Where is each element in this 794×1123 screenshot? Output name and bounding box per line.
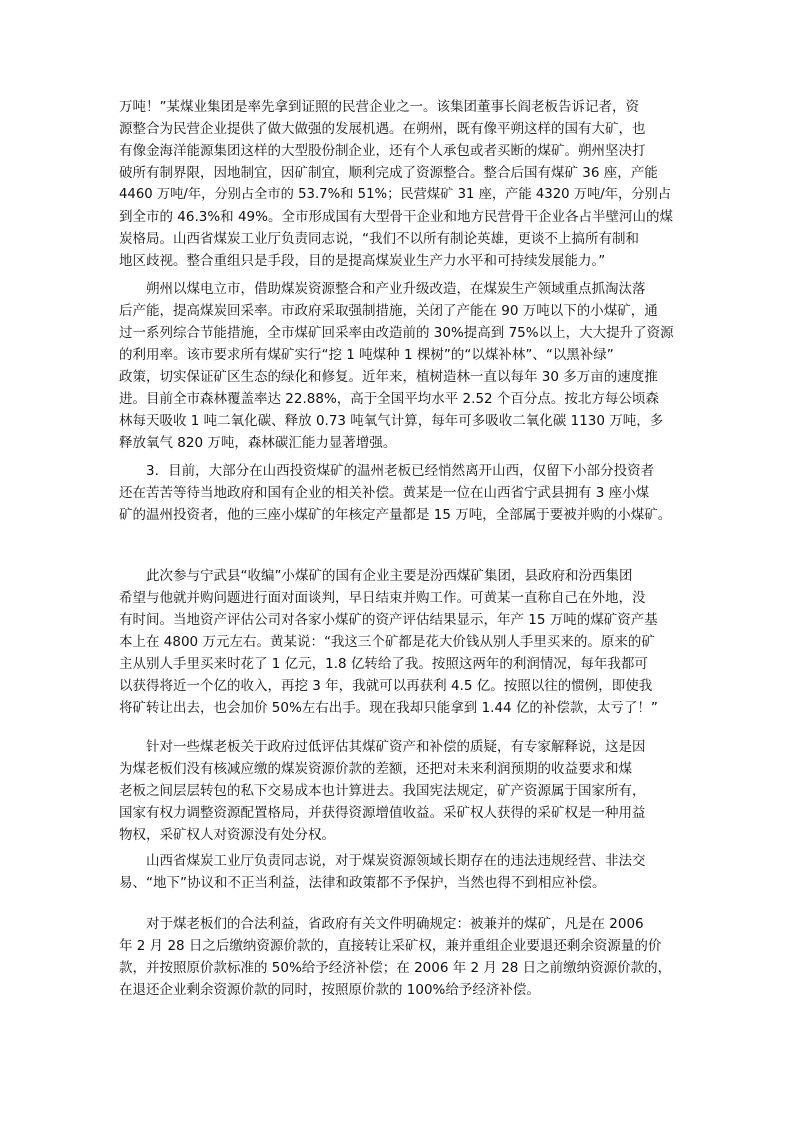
text-line: 年 2 月 28 日之后缴纳资源价款的，直接转让采矿权，兼并重组企业要退还剩余资源量的价 xyxy=(119,938,662,954)
paragraph-6 xyxy=(119,850,679,894)
text-line: 在退还企业剩余资源价款的同时，按照原价款的 100%给予经济补偿。 xyxy=(119,982,540,998)
text-line: 款，并按照原价款标准的 50%给予经济补偿；在 2006 年 2 月 28 日之前缴纳资源价款的， xyxy=(119,960,672,976)
paragraph-3 xyxy=(119,460,679,526)
paragraph-4 xyxy=(119,565,679,719)
text-line: 物权，采矿权人对资源没有处分权。 xyxy=(119,827,335,843)
text-line: 进。目前全市森林覆盖率达 22.88%，高于全国平均水平 2.52 个百分点。按北方每公顷森 xyxy=(119,391,659,407)
text-line: 政策，切实保证矿区生态的绿化和修复。近年来，植树造林一直以每年 30 多万亩的速度推 xyxy=(119,369,658,385)
text-line: 破所有制界限，因地制宜，因矿制宜，顺利完成了资源整合。整合后国有煤矿 36 座，产能 xyxy=(119,165,658,181)
text-line: 主从别人手里买来时花了 1 亿元，1.8 亿转给了我。按照这两年的利润情况，每年我都可 xyxy=(119,656,648,672)
text-line: 针对一些煤老板关于政府过低评估其煤矿资产和补偿的质疑，有专家解释说，这是因 xyxy=(119,739,646,755)
text-line: 源整合为民营企业提供了做大做强的发展机遇。在朔州，既有像平朔这样的国有大矿，也 xyxy=(119,121,646,137)
text-line: 到全市的 46.3%和 49%。全市形成国有大型骨干企业和地方民营骨干企业各占半壁河山的煤 xyxy=(119,209,673,225)
text-line: 有时间。当地资产评估公司对各家小煤矿的资产评估结果显示，年产 15 万吨的煤矿资产基 xyxy=(119,612,658,628)
text-line: 将矿转让出去，也会加价 50%左右出手。现在我却只能拿到 1.44 亿的补偿款，太亏了！” xyxy=(119,700,658,716)
paragraph-7 xyxy=(119,913,679,1001)
text-line: 山西省煤炭工业厅负责同志说，对于煤炭资源领域长期存在的违法违规经营、非法交 xyxy=(119,853,646,869)
text-line: 希望与他就并购问题进行面对面谈判，早日结束并购工作。可黄某一直称自己在外地，没 xyxy=(119,590,646,606)
text-line: 朔州以煤电立市，借助煤炭资源整合和产业升级改造，在煤炭生产领域重点抓淘汰落 xyxy=(119,281,646,297)
text-line: 国家有权力调整资源配置格局，并获得资源增值收益。采矿权人获得的采矿权是一种用益 xyxy=(119,805,646,821)
text-line: 释放氧气 820 万吨，森林碳汇能力显著增强。 xyxy=(119,435,397,451)
paragraph-2 xyxy=(119,278,679,454)
text-line: 炭格局。山西省煤炭工业厅负责同志说，“我们不以所有制论英雄，更谈不上搞所有制和 xyxy=(119,231,639,247)
text-line: 后产能，提高煤炭回采率。市政府采取强制措施，关闭了产能在 90 万吨以下的小煤矿，通 xyxy=(119,303,658,319)
text-line: 地区歧视。整合重组只是手段，目的是提高煤炭业生产力水平和可持续发展能力。” xyxy=(119,253,606,269)
text-line: 林每天吸收 1 吨二氧化碳、释放 0.73 吨氧气计算，每年可多吸收二氧化碳 1130 万吨，多 xyxy=(119,413,664,429)
text-line: 矿的温州投资者，他的三座小煤矿的年核定产量都是 15 万吨，全部属于要被并购的小煤矿。 xyxy=(119,507,672,523)
text-line: 4460 万吨/年，分别占全市的 53.7%和 51%；民营煤矿 31 座，产能 4320 万吨/年，分别占 xyxy=(119,187,672,202)
paragraph-5 xyxy=(119,736,679,846)
text-line: 易、“地下”协议和不正当利益，法律和政策都不予保护，当然也得不到相应补偿。 xyxy=(119,875,606,891)
paragraph-1 xyxy=(119,96,679,272)
text-line: 此次参与宁武县“收编”小煤矿的国有企业主要是汾西煤矿集团，县政府和汾西集团 xyxy=(119,568,633,584)
text-line: 对于煤老板们的合法利益，省政府有关文件明确规定：被兼并的煤矿，凡是在 2006 xyxy=(119,916,644,932)
text-line: 有像金海洋能源集团这样的大型股份制企业，还有个人承包或者买断的煤矿。朔州坚决打 xyxy=(119,143,646,159)
text-line: 还在苦苦等待当地政府和国有企业的相关补偿。黄某是一位在山西省宁武县拥有 3 座小煤 xyxy=(119,485,650,501)
text-line: 万吨！”某煤业集团是率先拿到证照的民营企业之一。该集团董事长阎老板告诉记者，资 xyxy=(119,99,639,115)
text-line: 老板之间层层转包的私下交易成本也计算进去。我国宪法规定，矿产资源属于国家所有， xyxy=(119,783,646,799)
text-line: 的利用率。该市要求所有煤矿实行“挖 1 吨煤种 1 棵树”的“以煤补林”、“以黑补绿” xyxy=(119,347,614,363)
text-line: 3．目前，大部分在山西投资煤矿的温州老板已经悄然离开山西，仅留下小部分投资者 xyxy=(119,463,655,479)
text-line: 过一系列综合节能措施，全市煤矿回采率由改造前的 30%提高到 75%以上，大大提升了资源 xyxy=(119,325,674,341)
text-line: 本上在 4800 万元左右。黄某说：“我这三个矿都是花大价钱从别人手里买来的。原来的矿 xyxy=(119,634,655,650)
text-line: 以获得将近一个亿的收入，再挖 3 年，我就可以再获利 4.5 亿。按照以往的惯例，即使我 xyxy=(119,678,653,694)
text-line: 为煤老板们没有核减应缴的煤炭资源价款的差额，还把对未来利润预期的收益要求和煤 xyxy=(119,761,632,777)
